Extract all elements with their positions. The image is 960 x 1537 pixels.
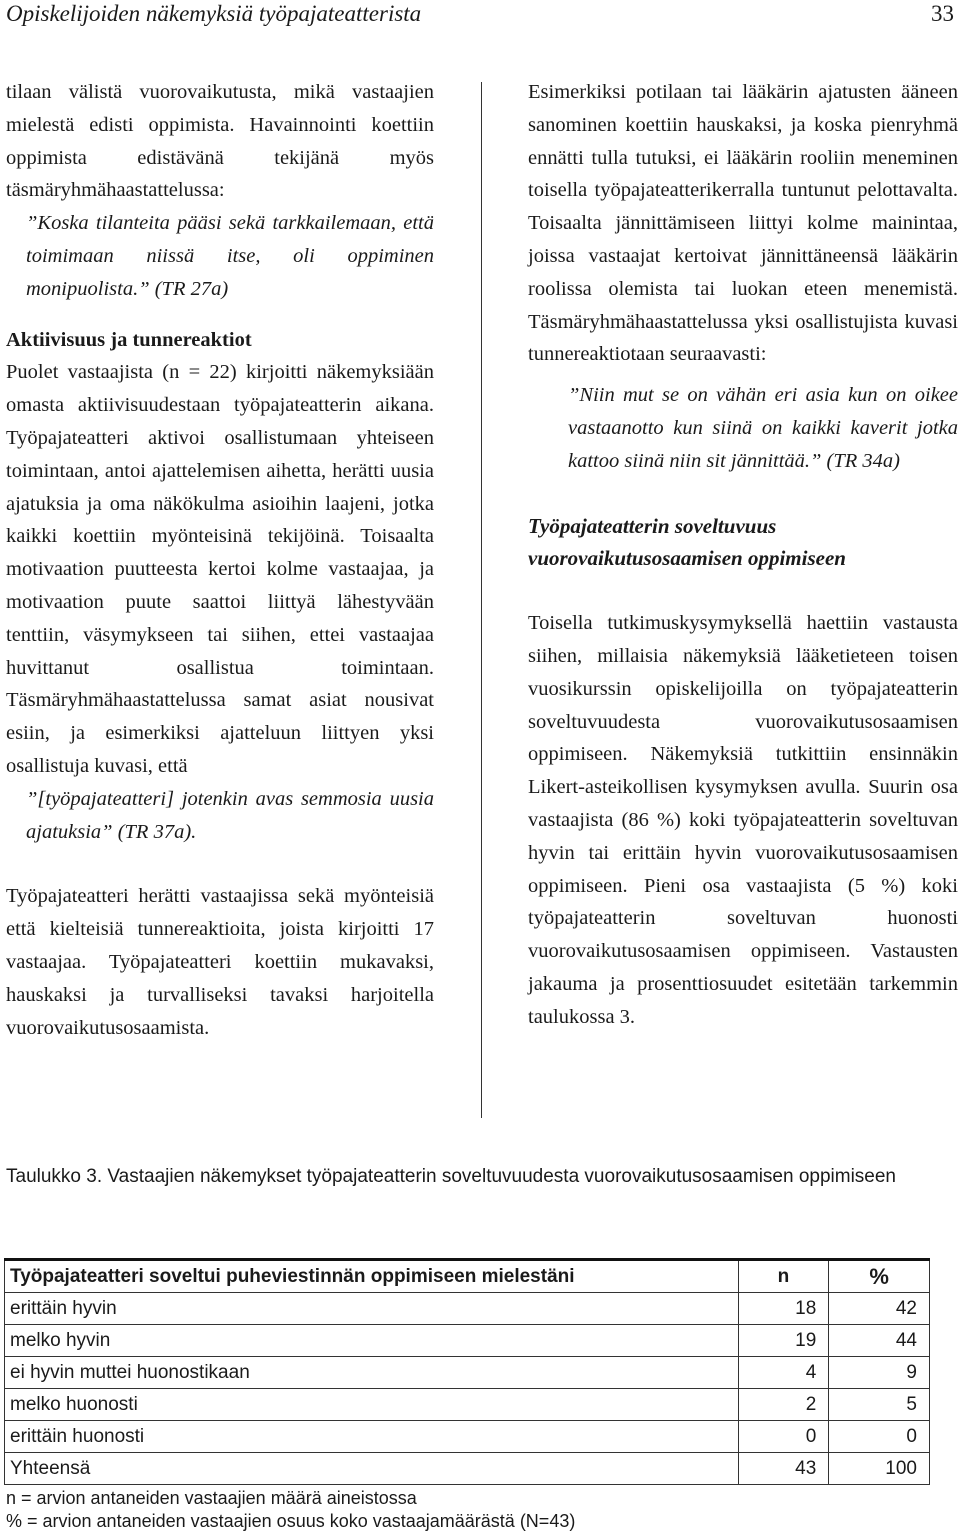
running-title: Opiskelijoiden näkemyksiä työpajateatterista xyxy=(6,1,422,26)
table-header-percent: % xyxy=(829,1260,930,1293)
section-heading-suitability: Työpajateatterin soveltuvuus vuorovaikutusosaamisen oppimiseen xyxy=(528,513,846,571)
table-row xyxy=(5,1421,930,1453)
table-header-n: n xyxy=(738,1260,829,1293)
table-cell-label: melko huonosti xyxy=(5,1389,739,1421)
table-cell-percent: 44 xyxy=(829,1325,930,1357)
table-row xyxy=(5,1293,930,1325)
table-caption: Taulukko 3. Vastaajien näkemykset työpajateatterin soveltuvuudesta vuorovaikutusosaamisen oppimiseen xyxy=(6,1166,896,1187)
table-row xyxy=(5,1325,930,1357)
left-column xyxy=(6,76,434,1044)
results-table xyxy=(4,1258,930,1485)
section-heading-activity: Aktiivisuus ja tunnereaktiot xyxy=(6,328,252,351)
table-header-row xyxy=(5,1260,930,1293)
column-divider xyxy=(481,82,482,1118)
table-cell-n: 18 xyxy=(738,1293,829,1325)
table-cell-label: erittäin huonosti xyxy=(5,1421,739,1453)
left-paragraph-1: tilaan välistä vuorovaikutusta, mikä vastaajien mielestä edisti oppimista. Havainnointi koettiin oppimista edistävänä tekijänä myös täsmäryhmähaastattelussa: xyxy=(6,81,434,202)
table-cell-percent: 0 xyxy=(829,1421,930,1453)
table-cell-label: melko hyvin xyxy=(5,1325,739,1357)
table-cell-percent: 5 xyxy=(829,1389,930,1421)
right-column xyxy=(528,76,958,1034)
table-row-total xyxy=(5,1453,930,1485)
table-cell-percent: 100 xyxy=(829,1453,930,1485)
table-cell-percent: 9 xyxy=(829,1357,930,1389)
table-note-percent: % = arvion antaneiden vastaajien osuus koko vastaajamäärästä (N=43) xyxy=(6,1511,576,1531)
table-row xyxy=(5,1357,930,1389)
left-paragraph-3: Työpajateatteri herätti vastaajissa sekä myönteisiä että kielteisiä tunnereaktioita, joista kirjoitti 17 vastaajaa. Työpajateatteri koettiin mukavaksi, hauskaksi ja turvalliseksi tavaksi harjoitella vuorovaikutusosaamista. xyxy=(6,885,434,1039)
right-quote: ”Niin mut se on vähän eri asia kun on oikee vastaanotto kun siinä on kaikki kaverit jotka kattoo siinä niin sit jännittää.” (TR 34a) xyxy=(568,384,958,472)
right-paragraph-1: Esimerkiksi potilaan tai lääkärin ajatusten ääneen sanominen koettiin hauskaksi, ja koska pienryhmä ennätti tulla tutuksi, ei lääkärin rooliin meneminen toisella työpajateatterikerralla tuntunut pelottavalta. Toisaalta jännittämiseen liittyi kolme mainintaa, joissa vastaajat kertoivat jännittäneensä lääkärin roolissa olemista tai luokan eteen menemistä. Täsmäryhmähaastattelussa yksi osallistujista kuvasi tunnereaktiotaan seuraavasti: xyxy=(528,81,958,366)
table-cell-n: 0 xyxy=(738,1421,829,1453)
table-note-n: n = arvion antaneiden vastaajien määrä aineistossa xyxy=(6,1488,417,1508)
left-paragraph-2: Puolet vastaajista (n = 22) kirjoitti näkemyksiään omasta aktiivisuudestaan työpajateatterin aikana. Työpajateatteri aktivoi osallistumaan yhteiseen toimintaan, antoi ajattelemisen aihetta, herätti uusia ajatuksia ja oma näkökulma asioihin laajeni, jotka kaikki koettiin myönteisinä tekijöinä. Toisaalta motivaation puutteesta kertoi kolme vastaajaa, ja motivaation puute saattoi liittyä lähestyvään tenttiin, väsymykseen tai siihen, ettei vastaajaa huvittanut osallistua toimintaan. Täsmäryhmähaastattelussa samat asiat nousivat esiin, ja esimerkiksi ajatteluun liittyen yksi osallistuja kuvasi, että xyxy=(6,361,434,777)
table-cell-n: 2 xyxy=(738,1389,829,1421)
right-paragraph-2: Toisella tutkimuskysymyksellä haettiin vastausta siihen, millaisia näkemyksiä lääketieteen toisen vuosikurssin opiskelijoilla on työpajateatterin soveltuvuudesta vuorovaikutusosaamisen oppimiseen. Näkemyksiä tutkittiin ensinnäkin Likert-asteikollisen kysymyksen avulla. Suurin osa vastaajista (86 %) koki työpajateatterin soveltuvan hyvin tai erittäin hyvin vuorovaikutusosaamisen oppimiseen. Pieni osa vastaajista (5 %) koki työpajateatterin soveltuvan huonosti vuorovaikutusosaamisen oppimiseen. Vastausten jakauma ja prosenttiosuudet esitetään tarkemmin taulukossa 3. xyxy=(528,612,958,1028)
table-header-item: Työpajateatteri soveltui puheviestinnän oppimiseen mielestäni xyxy=(5,1260,739,1293)
page-number: 33 xyxy=(931,1,954,26)
table-cell-n: 43 xyxy=(738,1453,829,1485)
running-head xyxy=(6,0,954,30)
table-cell-label: erittäin hyvin xyxy=(5,1293,739,1325)
table-cell-label: ei hyvin muttei huonostikaan xyxy=(5,1357,739,1389)
left-quote-2: ”[työpajateatteri] jotenkin avas semmosia uusia ajatuksia” (TR 37a). xyxy=(26,787,434,843)
table-cell-n: 19 xyxy=(738,1325,829,1357)
left-quote-1: ”Koska tilanteita pääsi sekä tarkkailemaan, että toimimaan niissä itse, oli oppiminen monipuolista.” (TR 27a) xyxy=(26,212,434,300)
table-cell-n: 4 xyxy=(738,1357,829,1389)
table-cell-label: Yhteensä xyxy=(5,1453,739,1485)
table-cell-percent: 42 xyxy=(829,1293,930,1325)
table-row xyxy=(5,1389,930,1421)
